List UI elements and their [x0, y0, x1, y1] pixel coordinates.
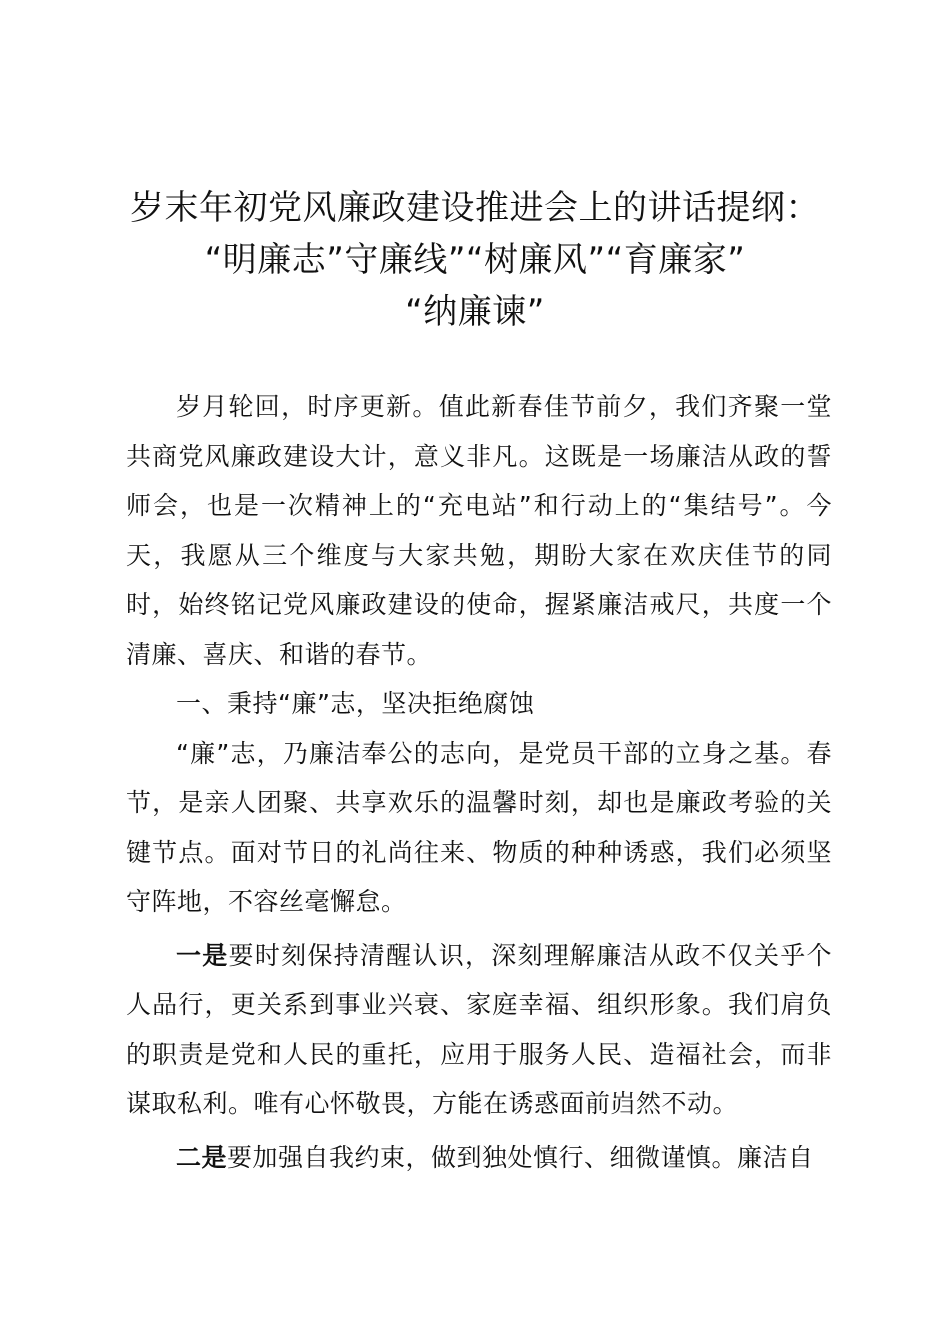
title-line-2: “明廉志”守廉线”“树廉风”“育廉家” [204, 240, 746, 280]
title-line-1: 岁末年初党风廉政建设推进会上的讲话提纲： [130, 188, 820, 228]
point-two-paragraph [126, 1133, 832, 1183]
document-title [118, 182, 832, 338]
point-one-lead: 一是 [176, 940, 229, 970]
point-two-lead: 二是 [176, 1142, 228, 1172]
point-one-paragraph [126, 931, 832, 1129]
document-body [126, 382, 832, 1182]
intro-paragraph: 岁月轮回，时序更新。值此新春佳节前夕，我们齐聚一堂共商党风廉政建设大计，意义非凡。这既是一场廉洁从政的誓师会，也是一次精神上的“充电站”和行动上的“集结号”。今天，我愿从三个维度与大家共勉，期盼大家在欢庆佳节的同时，始终铭记党风廉政建设的使命，握紧廉洁戒尺，共度一个清廉、喜庆、和谐的春节。 [126, 392, 832, 669]
title-line-3: “纳廉谏” [405, 292, 545, 332]
section-1-paragraph: “廉”志，乃廉洁奉公的志向，是党员干部的立身之基。春节，是亲人团聚、共享欢乐的温馨时刻，却也是廉政考验的关键节点。面对节日的礼尚往来、物质的种种诱惑，我们必须坚守阵地，不容丝毫懈怠。 [126, 738, 832, 916]
point-two-text: 要加强自我约束，做到独处慎行、细微谨慎。廉洁自 [227, 1142, 814, 1172]
section-heading-1: 一、秉持“廉”志，坚决拒绝腐蚀 [176, 689, 535, 718]
point-one-text: 要时刻保持清醒认识，深刻理解廉洁从政不仅关乎个人品行，更关系到事业兴衰、家庭幸福、组织形象。我们肩负的职责是党和人民的重托，应用于服务人民、造福社会，而非谋取私利。唯有心怀敬畏，方能在诱惑面前岿然不动。 [126, 940, 832, 1118]
